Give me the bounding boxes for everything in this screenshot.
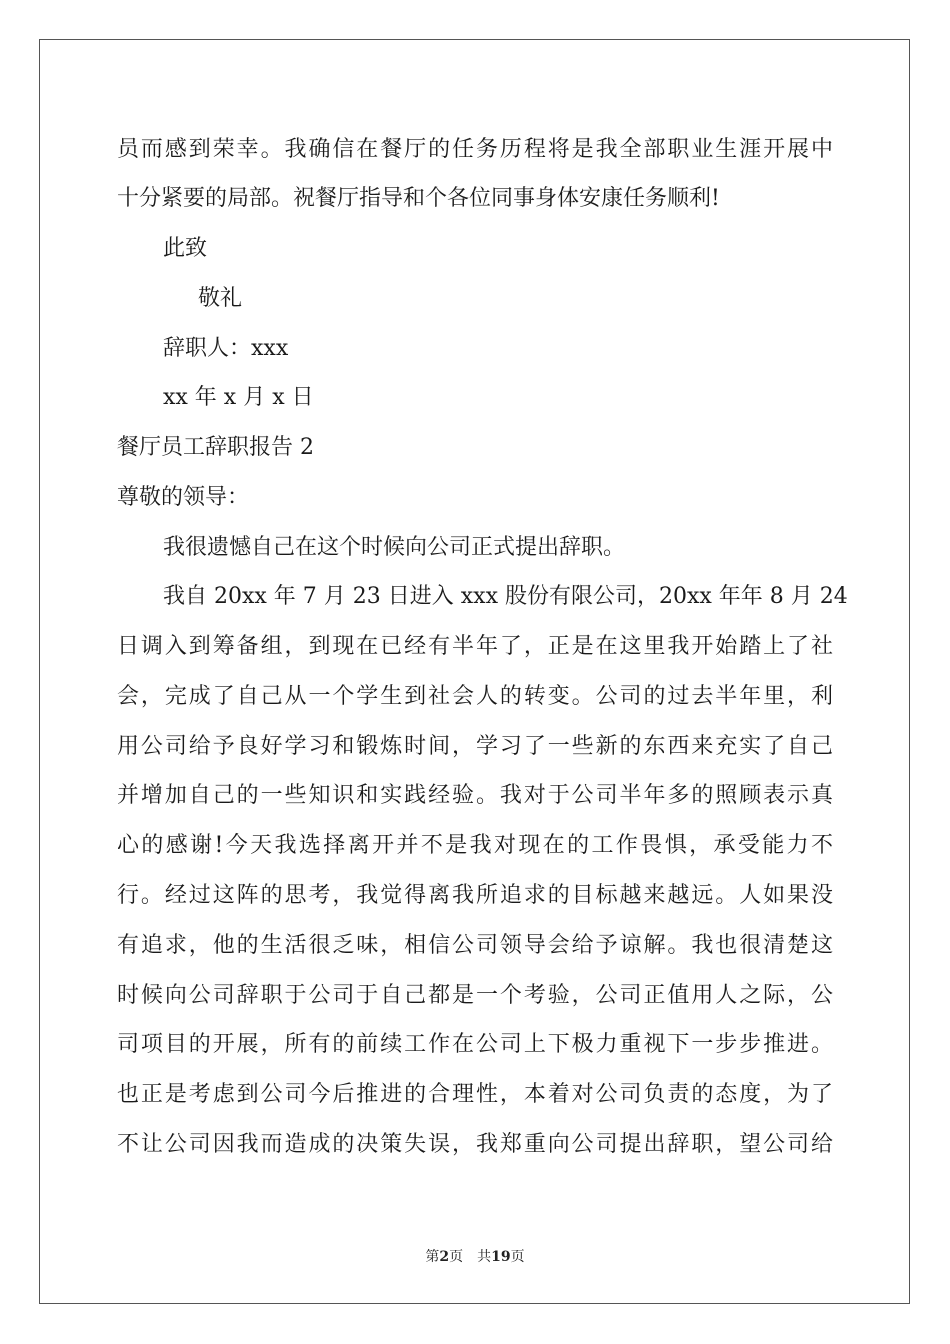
- closing-salutation: 此致: [163, 236, 208, 261]
- paragraph-2-line-3: 会，完成了自己从一个学生到社会人的转变。公司的过去半年里，利: [117, 684, 833, 709]
- paragraph-2-line-11: 也正是考虑到公司今后推进的合理性，本着对公司负责的态度，为了: [117, 1082, 833, 1107]
- text-line-1: 员而感到荣幸。我确信在餐厅的任务历程将是我全部职业生涯开展中: [117, 137, 833, 162]
- paragraph-1: 我很遗憾自己在这个时候向公司正式提出辞职。: [163, 535, 626, 560]
- closing-regards: 敬礼: [198, 286, 243, 311]
- page-footer: [0, 1248, 950, 1266]
- text-line-2: 十分紧要的局部。祝餐厅指导和个各位同事身体安康任务顺利!: [117, 186, 720, 211]
- paragraph-2-line-10: 司项目的开展，所有的前续工作在公司上下极力重视下一步步推进。: [117, 1032, 833, 1057]
- paragraph-2-line-1: 我自 20xx 年 7 月 23 日进入 xxx 股份有限公司，20xx 年年 8 月 24: [163, 584, 848, 609]
- paragraph-2-line-4: 用公司给予良好学习和锻炼时间，学习了一些新的东西来充实了自己: [117, 734, 833, 759]
- paragraph-2-line-7: 行。经过这阵的思考，我觉得离我所追求的目标越来越远。人如果没: [117, 883, 833, 908]
- signatory: 辞职人：xxx: [163, 336, 289, 361]
- paragraph-2-line-5: 并增加自己的一些知识和实践经验。我对于公司半年多的照顾表示真: [117, 783, 833, 808]
- paragraph-2-line-9: 时候向公司辞职于公司于自己都是一个考验，公司正值用人之际，公: [117, 983, 833, 1008]
- section-title: 餐厅员工辞职报告 2: [117, 435, 314, 460]
- page-border: [39, 39, 910, 1304]
- paragraph-2-line-2: 日调入到筹备组，到现在已经有半年了，正是在这里我开始踏上了社: [117, 634, 833, 659]
- signature-date: xx 年 x 月 x 日: [163, 385, 314, 410]
- total-pages-number: 19: [491, 1249, 511, 1265]
- paragraph-2-line-6: 心的感谢!今天我选择离开并不是我对现在的工作畏惧，承受能力不: [117, 833, 833, 858]
- current-page-number: 2: [439, 1249, 450, 1265]
- total-pages-label: 共19页: [477, 1249, 525, 1265]
- page-number-label: 第2页: [425, 1249, 464, 1265]
- greeting: 尊敬的领导：: [117, 485, 250, 510]
- paragraph-2-line-12: 不让公司因我而造成的决策失误，我郑重向公司提出辞职，望公司给: [117, 1132, 833, 1157]
- paragraph-2-line-8: 有追求，他的生活很乏味，相信公司领导会给予谅解。我也很清楚这: [117, 933, 833, 958]
